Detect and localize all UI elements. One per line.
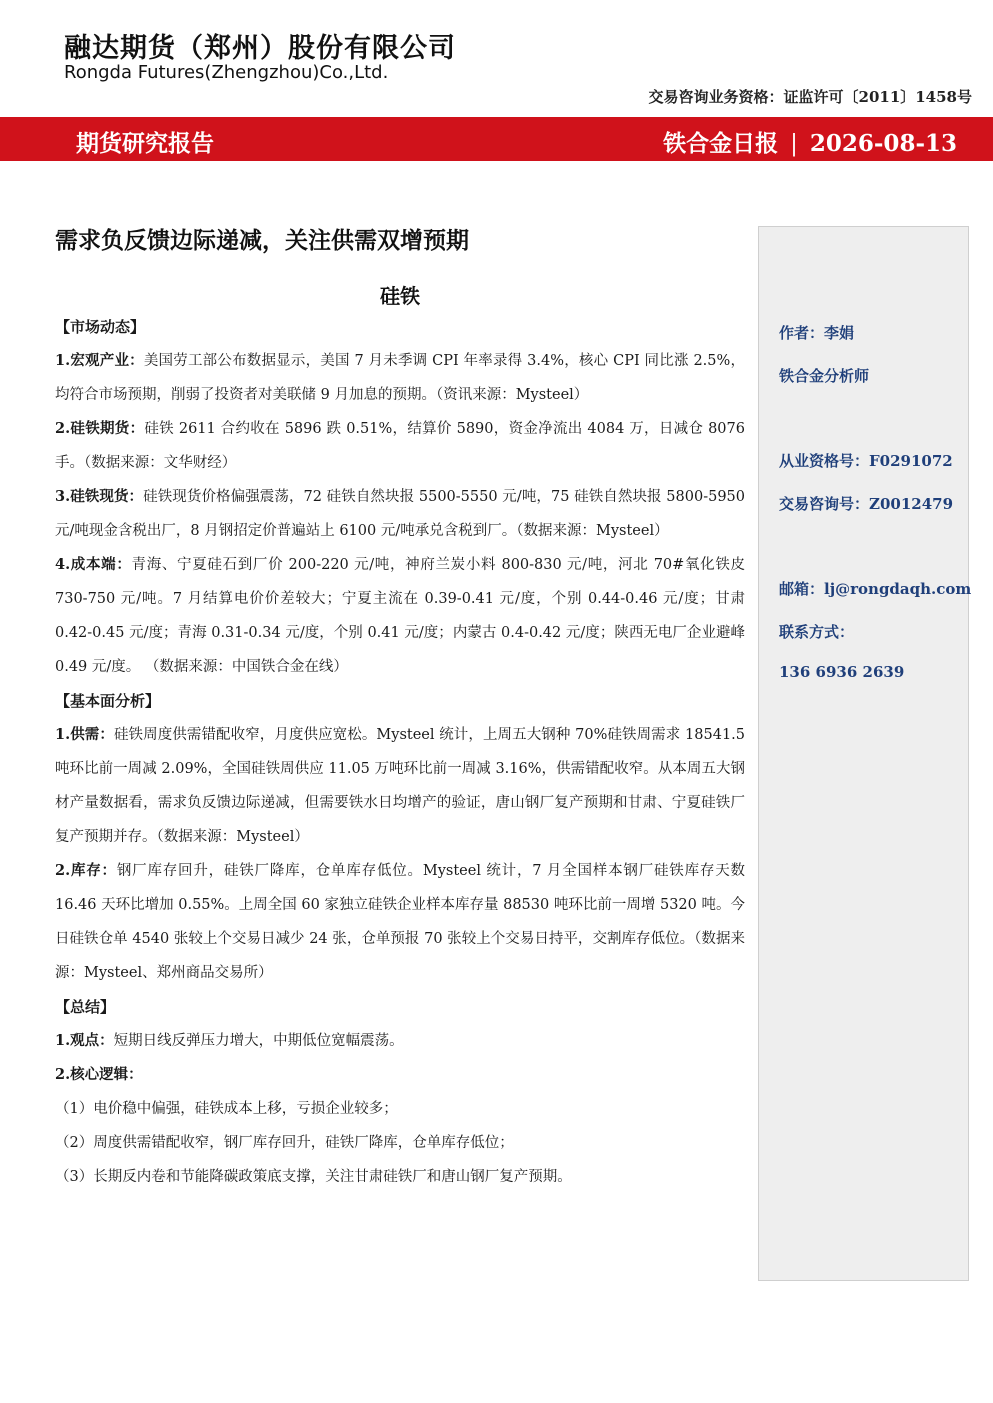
item-lead: 3.硅铁现货： bbox=[55, 488, 144, 505]
fundamental-item-inventory bbox=[55, 854, 745, 990]
item-lead: 1.供需： bbox=[55, 726, 114, 743]
author-role: 铁合金分析师 bbox=[779, 367, 870, 385]
market-item-futures bbox=[55, 412, 745, 480]
author-name: 作者：李娟 bbox=[779, 324, 855, 342]
banner-report-name: 铁合金日报 bbox=[663, 130, 779, 157]
item-lead: 4.成本端： bbox=[55, 556, 132, 573]
item-text: 钢厂库存回升，硅铁厂降库，仓单库存低位。Mysteel 统计，7 月全国样本钢厂硅铁库存天数 16.46 天环比增加 0.55%。上周全国 60 家独立硅铁企业样本库存量 88530 吨环比前一周增 5320 吨。今日硅铁仓单 4540 张较上个交易日减少 24 张，仓单预报 70 张较上个交易日持平，交割库存低位。（数据来源：Mysteel、郑州商品交易所） bbox=[55, 863, 746, 981]
market-item-cost bbox=[55, 548, 745, 684]
logic-item: （1）电价稳中偏强，硅铁成本上移，亏损企业较多； bbox=[55, 1101, 398, 1117]
fundamental-item-supply-demand bbox=[55, 718, 745, 854]
banner-date: 2026-08-13 bbox=[809, 130, 957, 157]
report-subtitle: 硅铁 bbox=[380, 284, 420, 308]
author-email[interactable]: 邮箱：lj@rongdaqh.com bbox=[779, 580, 972, 598]
report-banner bbox=[0, 117, 993, 161]
report-body bbox=[55, 310, 745, 1194]
summary-logic bbox=[55, 1058, 745, 1092]
item-text: 美国劳工部公布数据显示，美国 7 月未季调 CPI 年率录得 3.4%，核心 CPI 同比涨 2.5%，均符合市场预期，削弱了投资者对美联储 9 月加息的预期。（资讯来源：Mysteel） bbox=[55, 353, 745, 403]
qualification-number: 从业资格号：F0291072 bbox=[779, 452, 953, 470]
market-item-macro bbox=[55, 344, 745, 412]
report-title: 需求负反馈边际递减，关注供需双增预期 bbox=[55, 227, 469, 254]
banner-separator: | bbox=[790, 131, 798, 157]
banner-report-type: 期货研究报告 bbox=[76, 130, 214, 157]
section-heading-market: 【市场动态】 bbox=[55, 318, 146, 336]
section-heading-fundamental: 【基本面分析】 bbox=[55, 692, 161, 710]
item-lead: 1.宏观产业： bbox=[55, 352, 144, 369]
item-text: 硅铁 2611 合约收在 5896 跌 0.51%，结算价 5890，资金净流出 4084 万，日减仓 8076 手。（数据来源：文华财经） bbox=[55, 421, 745, 471]
item-lead: 1.观点： bbox=[55, 1032, 114, 1049]
banner-report-info bbox=[663, 125, 957, 158]
item-lead: 2.核心逻辑： bbox=[55, 1066, 143, 1083]
item-lead: 2.库存： bbox=[55, 862, 117, 879]
summary-view bbox=[55, 1024, 745, 1058]
item-text: 硅铁周度供需错配收窄，月度供应宽松。Mysteel 统计，上周五大钢种 70%硅铁周需求 18541.5 吨环比前一周减 2.09%，全国硅铁周供应 11.05 万吨环比前一周减 3.16%，供需错配收窄。从本周五大钢材产量数据看，需求负反馈边际递减，但需要铁水日均增产的验证，唐山钢厂复产预期和甘肃、宁夏硅铁厂复产预期并存。（数据来源：Mysteel） bbox=[55, 727, 746, 845]
item-lead: 2.硅铁期货： bbox=[55, 420, 145, 437]
section-heading-summary: 【总结】 bbox=[55, 998, 116, 1016]
license-info: 交易咨询业务资格：证监许可〔2011〕1458号 bbox=[648, 88, 972, 106]
contact-phone: 136 6936 2639 bbox=[779, 663, 905, 681]
consult-number: 交易咨询号：Z0012479 bbox=[779, 495, 954, 513]
item-text: 硅铁现货价格偏强震荡，72 硅铁自然块报 5500-5550 元/吨，75 硅铁自然块报 5800-5950 元/吨现金含税出厂，8 月钢招定价普遍站上 6100 元/吨承兑含税到厂。（数据来源：Mysteel） bbox=[55, 489, 746, 539]
company-name-en: Rongda Futures(Zhengzhou)Co.,Ltd. bbox=[64, 62, 389, 83]
contact-label: 联系方式： bbox=[779, 623, 855, 641]
logic-item: （2）周度供需错配收窄，钢厂库存回升，硅铁厂降库，仓单库存低位； bbox=[55, 1135, 514, 1151]
author-sidebar bbox=[758, 226, 972, 1281]
company-name-cn: 融达期货（郑州）股份有限公司 bbox=[64, 33, 456, 64]
item-text: 青海、宁夏硅石到厂价 200-220 元/吨，神府兰炭小料 800-830 元/吨，河北 70#氧化铁皮 730-750 元/吨。7 月结算电价价差较大；宁夏主流在 0.39-0.41 元/度，个别 0.44-0.46 元/度；甘肃 0.42-0.45 元/度；青海 0.31-0.34 元/度，个别 0.41 元/度；内蒙古 0.4-0.42 元/度；陕西无电厂企业避峰 0.49 元/度。 （数据来源：中国铁合金在线） bbox=[55, 557, 746, 675]
logic-item: （3）长期反内卷和节能降碳政策底支撑，关注甘肃硅铁厂和唐山钢厂复产预期。 bbox=[55, 1169, 572, 1185]
market-item-spot bbox=[55, 480, 745, 548]
item-text: 短期日线反弹压力增大，中期低位宽幅震荡。 bbox=[113, 1033, 404, 1049]
